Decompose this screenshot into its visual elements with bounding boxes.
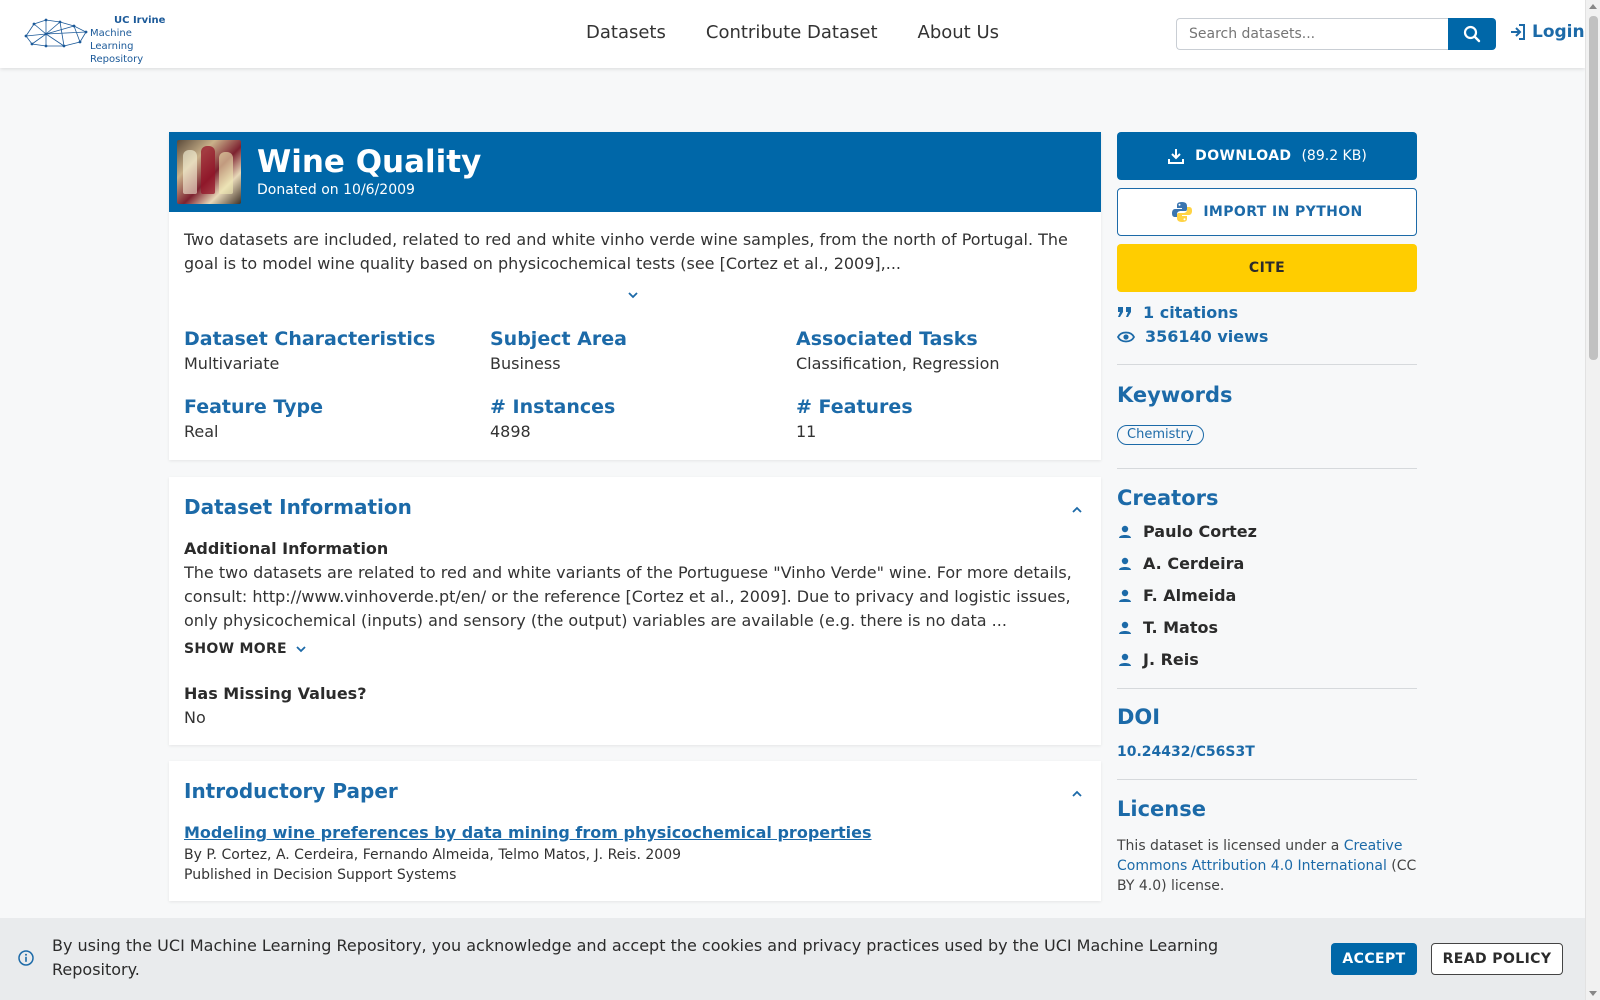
show-more-button[interactable] — [184, 641, 307, 657]
keyword-chip-chemistry[interactable]: Chemistry — [1117, 425, 1204, 445]
uci-logo[interactable] — [24, 14, 176, 65]
views-stat — [1117, 327, 1268, 346]
prop-label: Feature Type — [184, 396, 323, 418]
dataset-properties — [184, 326, 1084, 444]
network-logo-icon — [24, 16, 90, 50]
additional-info-heading: Additional Information — [184, 539, 389, 558]
import-python-label: IMPORT IN PYTHON — [1203, 204, 1363, 220]
dataset-thumbnail — [177, 140, 241, 204]
keywords-title: Keywords — [1117, 383, 1233, 407]
paper-authors: By P. Cortez, A. Cerdeira, Fernando Almeida, Telmo Matos, J. Reis. 2009 — [184, 847, 682, 863]
prop-value: Classification, Regression — [796, 354, 1000, 373]
logo-line2: Machine Learning — [90, 28, 134, 52]
prop-value: Multivariate — [184, 354, 280, 373]
person-icon — [1117, 524, 1133, 540]
person-icon — [1117, 556, 1133, 572]
prop-label: # Instances — [490, 396, 616, 418]
prop-associated-tasks — [796, 326, 1084, 376]
paper-published-in: Published in Decision Support Systems — [184, 867, 457, 883]
cite-button[interactable] — [1117, 244, 1417, 292]
license-link[interactable]: Creative Commons Attribution 4.0 International — [1117, 838, 1403, 874]
info-icon — [18, 950, 34, 970]
dataset-summary: Two datasets are included, related to red and white vinho verde wine samples, from the north of Portugal. The goal is to model wine quality based on physicochemical tests (see [Cortez et al., 2009],... — [184, 230, 1068, 273]
prop-value: Real — [184, 422, 219, 441]
cookie-banner — [0, 918, 1585, 1000]
dataset-title: Wine Quality — [257, 144, 482, 180]
prop-label: Associated Tasks — [796, 328, 978, 350]
scroll-up-arrow-icon[interactable] — [1589, 4, 1597, 9]
page-scrollbar[interactable] — [1585, 0, 1600, 1000]
divider — [1117, 468, 1417, 469]
prop-value: Business — [490, 354, 561, 373]
show-more-label: SHOW MORE — [184, 641, 287, 657]
prop-characteristics — [184, 326, 490, 376]
section-title-introductory-paper[interactable]: Introductory Paper — [184, 779, 398, 803]
accept-cookies-button[interactable]: ACCEPT — [1331, 943, 1417, 975]
chevron-down-icon — [295, 645, 307, 653]
doi-link[interactable]: 10.24432/C56S3T — [1117, 744, 1255, 760]
prop-features — [796, 394, 1084, 444]
prop-label: Subject Area — [490, 328, 627, 350]
chevron-up-icon — [1071, 790, 1083, 798]
collapse-dataset-information-button[interactable] — [1071, 499, 1083, 518]
eye-icon — [1117, 330, 1135, 344]
cite-label: CITE — [1248, 260, 1286, 276]
login-label: Login — [1532, 22, 1585, 42]
login-link[interactable] — [1508, 22, 1585, 42]
license-title: License — [1117, 797, 1206, 821]
creator-name: T. Matos — [1143, 618, 1219, 637]
python-icon — [1171, 201, 1193, 223]
expand-summary-button[interactable] — [627, 284, 639, 303]
creator-item — [1117, 650, 1199, 669]
license-post: (CC BY 4.0) license. — [1117, 858, 1417, 894]
read-policy-button[interactable]: READ POLICY — [1431, 943, 1563, 975]
creator-name: Paulo Cortez — [1143, 522, 1257, 541]
views-count: 356140 views — [1145, 327, 1269, 346]
creator-name: J. Reis — [1143, 650, 1199, 669]
main-nav — [586, 22, 999, 43]
search-icon — [1463, 25, 1481, 43]
person-icon — [1117, 652, 1133, 668]
creator-name: F. Almeida — [1143, 586, 1237, 605]
divider — [1117, 688, 1417, 689]
prop-label: Dataset Characteristics — [184, 328, 436, 350]
citations-count: 1 citations — [1143, 303, 1239, 322]
person-icon — [1117, 620, 1133, 636]
nav-about-us[interactable]: About Us — [917, 22, 999, 43]
logo-line1: UC Irvine — [114, 15, 166, 26]
prop-label: # Features — [796, 396, 913, 418]
nav-contribute-dataset[interactable]: Contribute Dataset — [705, 22, 878, 43]
section-title-dataset-information[interactable]: Dataset Information — [184, 495, 412, 519]
logo-line3: Repository — [90, 54, 144, 65]
creator-item — [1117, 618, 1218, 637]
login-icon — [1508, 22, 1528, 42]
search-button[interactable] — [1448, 18, 1496, 50]
download-label: DOWNLOAD — [1195, 148, 1292, 164]
download-size: (89.2 KB) — [1301, 148, 1367, 164]
creator-item — [1117, 586, 1236, 605]
scroll-down-arrow-icon[interactable] — [1589, 991, 1597, 996]
prop-value: 11 — [796, 422, 817, 441]
person-icon — [1117, 588, 1133, 604]
creators-title: Creators — [1117, 486, 1219, 510]
collapse-introductory-paper-button[interactable] — [1071, 783, 1083, 802]
search-input[interactable] — [1176, 18, 1448, 50]
search-bar — [1176, 18, 1496, 50]
download-button[interactable] — [1117, 132, 1417, 180]
missing-values-heading: Has Missing Values? — [184, 684, 367, 703]
divider — [1117, 364, 1417, 365]
import-in-python-button[interactable] — [1117, 188, 1417, 236]
dataset-title-bar — [169, 132, 1101, 212]
doi-title: DOI — [1117, 705, 1161, 729]
creator-name: A. Cerdeira — [1143, 554, 1245, 573]
introductory-paper-card — [169, 761, 1101, 901]
nav-datasets[interactable]: Datasets — [586, 22, 666, 43]
license-pre: This dataset is licensed under a — [1117, 838, 1344, 854]
paper-title-link[interactable]: Modeling wine preferences by data mining from physicochemical properties — [184, 823, 872, 842]
top-header — [0, 0, 1585, 68]
scroll-thumb[interactable] — [1589, 16, 1598, 360]
logo-text — [90, 14, 176, 66]
creator-item — [1117, 554, 1244, 573]
cookie-message: By using the UCI Machine Learning Repository, you acknowledge and accept the cookies and privacy practices used by the UCI Machine Learning Repository. — [52, 936, 1219, 979]
citations-link[interactable] — [1117, 303, 1238, 322]
prop-subject-area — [490, 326, 796, 376]
chevron-down-icon — [627, 291, 639, 299]
chevron-up-icon — [1071, 506, 1083, 514]
donated-date: Donated on 10/6/2009 — [257, 182, 415, 198]
creator-item — [1117, 522, 1257, 541]
prop-instances — [490, 394, 796, 444]
additional-info-text: The two datasets are related to red and white variants of the Portuguese "Vinho Verde" wine. For more details, consult: http://www.vinhoverde.pt/en/ or the reference [Cortez et al., 2009]. Due to privacy and logistic issues, only physicochemical (inputs) and sensory (the output) variables are available (e.g. there is no data ... — [184, 563, 1072, 630]
quote-icon — [1117, 306, 1133, 320]
prop-feature-type — [184, 394, 490, 444]
dataset-information-card — [169, 477, 1101, 745]
missing-values-value: No — [184, 708, 206, 727]
divider — [1117, 779, 1417, 780]
download-icon — [1167, 147, 1185, 165]
prop-value: 4898 — [490, 422, 531, 441]
license-text — [1117, 836, 1417, 896]
